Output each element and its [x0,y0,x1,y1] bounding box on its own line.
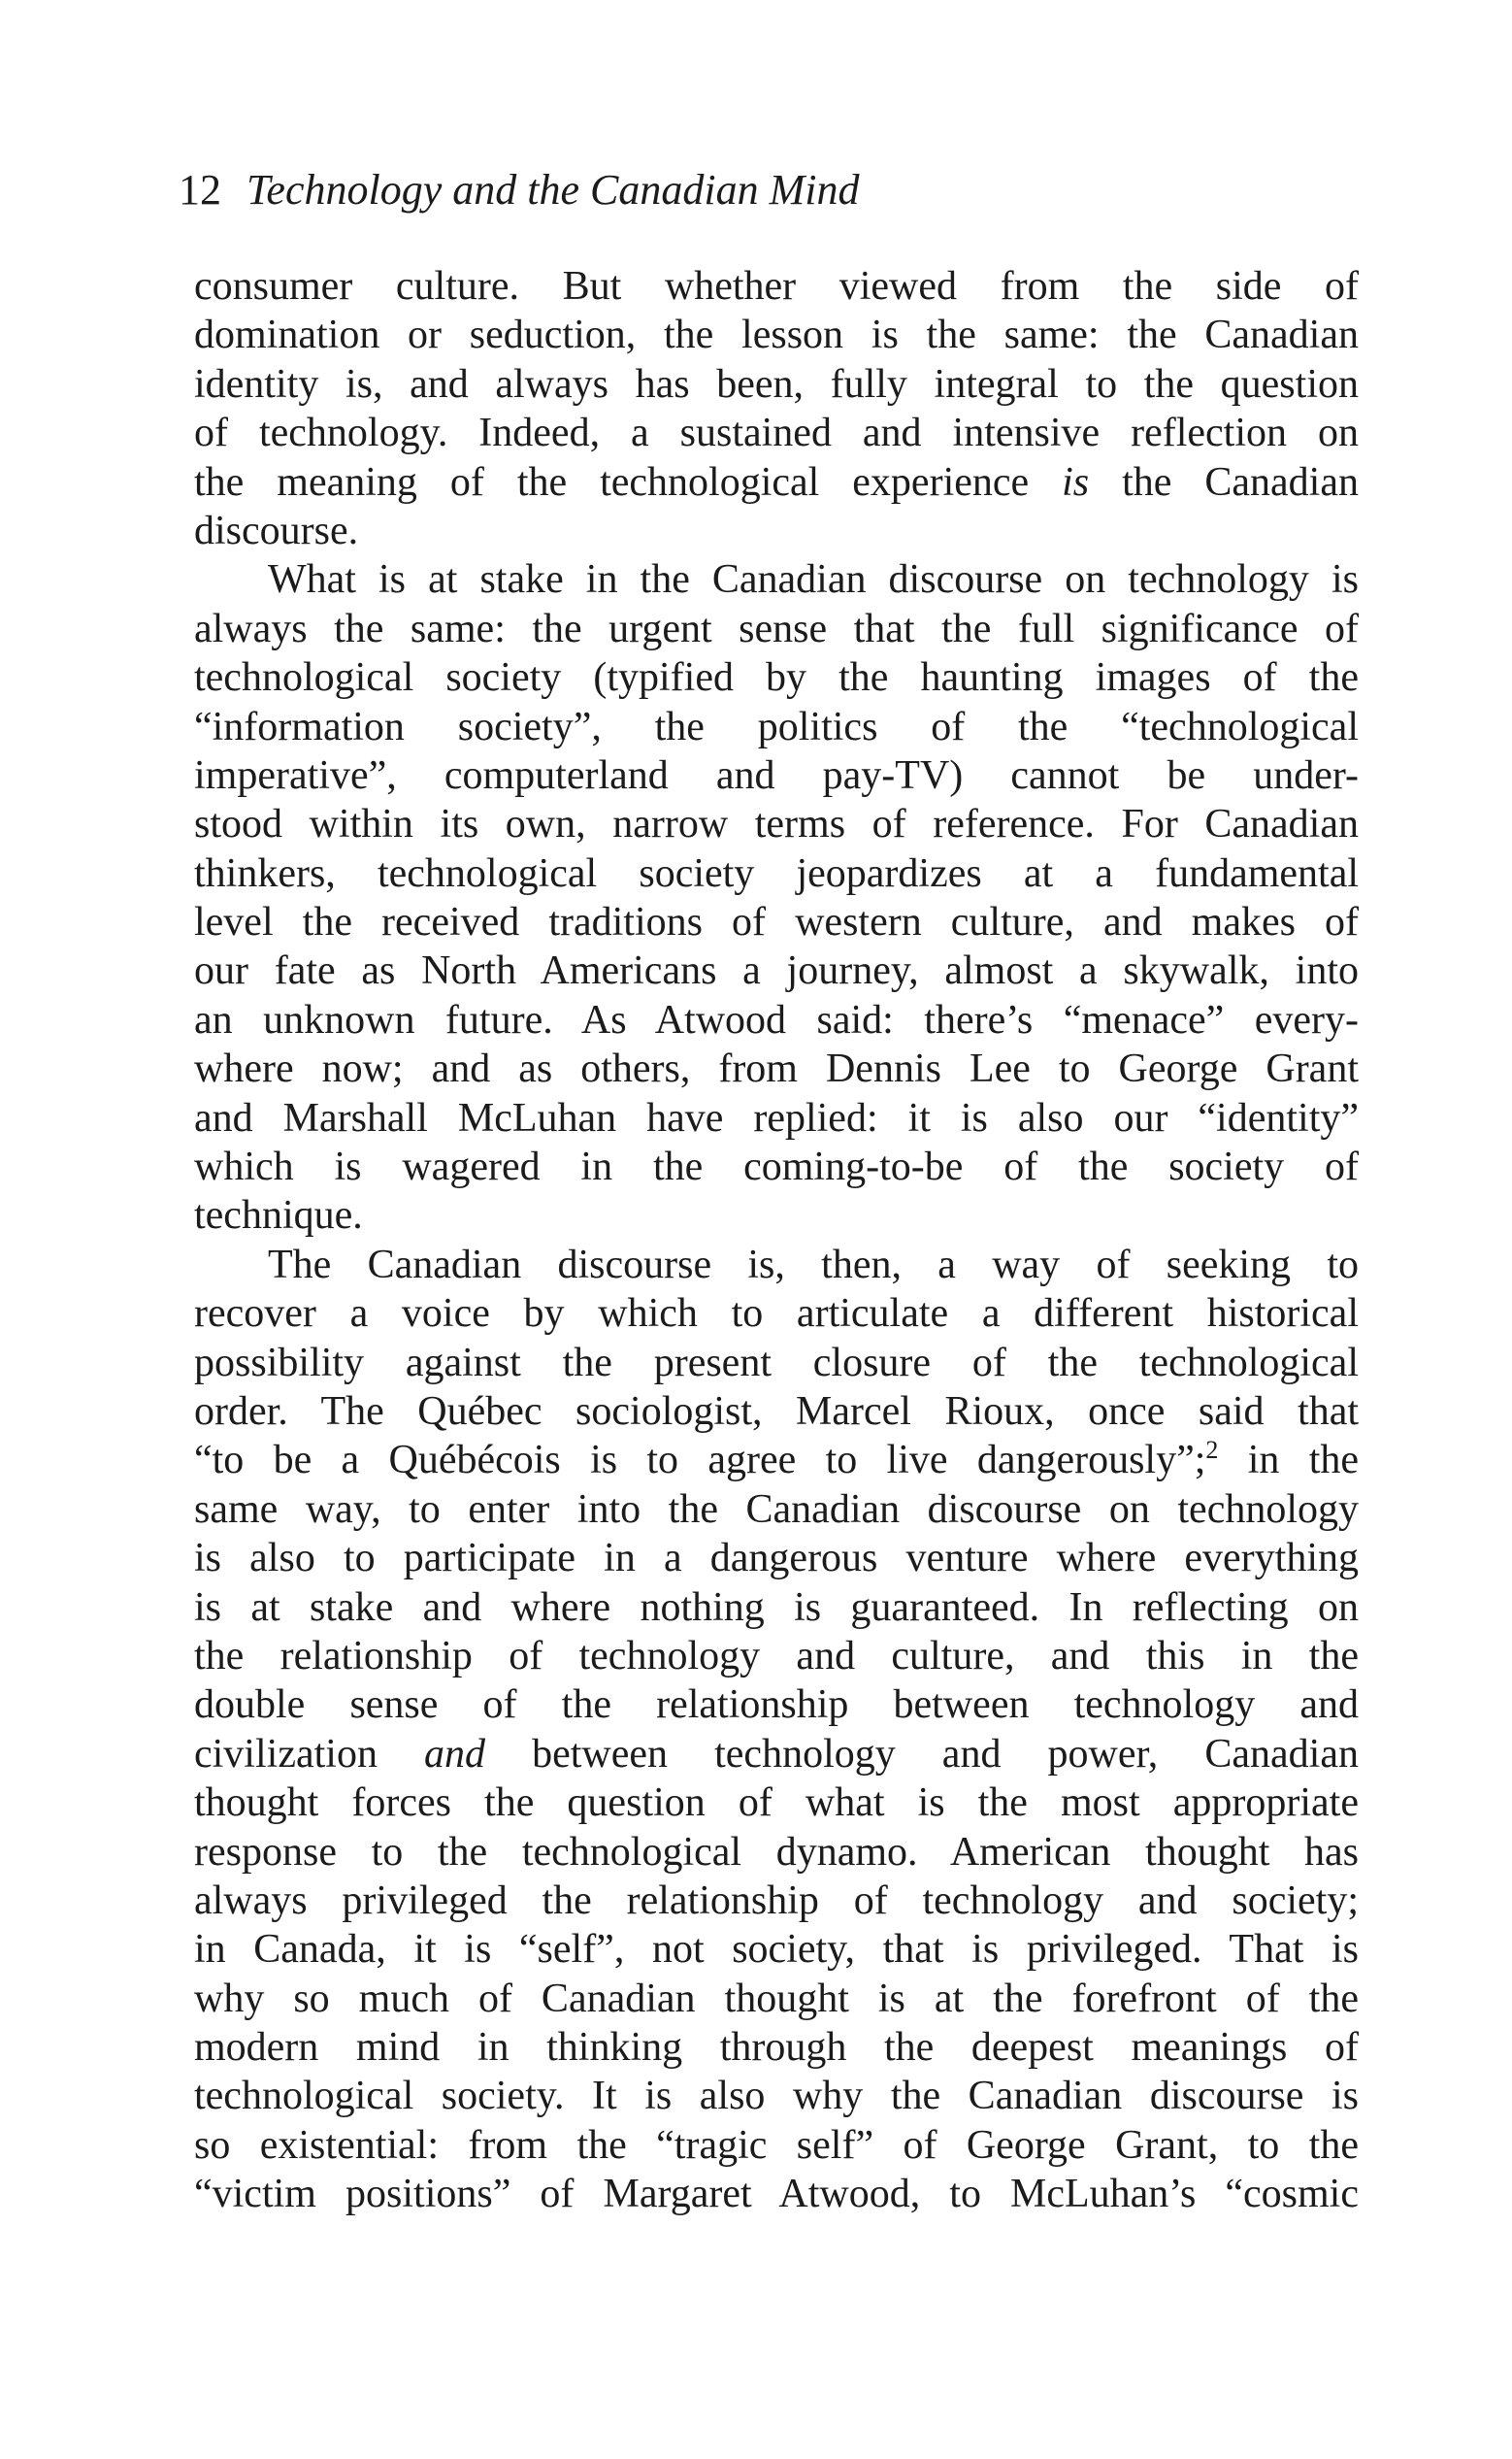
text-line: “victim positions” of Margaret Atwood, to McLuhan’s “cosmic [194,2172,1359,2217]
text-line: imperative”, computerland and pay-TV) cannot be under- [194,752,1359,798]
text-line: our fate as North Americans a journey, almost a skywalk, into [194,948,1359,994]
text-line: why so much of Canadian thought is at the forefront of the [194,1976,1359,2021]
text-line: of technology. Indeed, a sustained and intensive reflection on [194,411,1359,456]
emphasized-word: is [1062,459,1090,505]
running-head [179,163,859,217]
text-segment: civilization [194,1731,425,1777]
text-line [194,1436,1359,1484]
paragraph-1 [194,262,1359,555]
text-line [194,458,1359,507]
text-line: response to the technological dynamo. American thought has [194,1829,1359,1875]
text-line: thought forces the question of what is the most appropriate [194,1780,1359,1826]
text-line: stood within its own, narrow terms of reference. For Canadian [194,802,1359,847]
text-segment: the meaning of the technological experience [194,459,1063,505]
text-line: identity is, and always has been, fully integral to the question [194,361,1359,407]
text-line: is at stake and where nothing is guaranteed. In reflecting on [194,1584,1359,1630]
text-line: an unknown future. As Atwood said: there’s “menace” every- [194,997,1359,1043]
text-line: the relationship of technology and culture, and this in the [194,1633,1359,1678]
text-line: always the same: the urgent sense that the full significance of [194,606,1359,651]
text-line: discourse. [194,508,359,553]
text-line: where now; and as others, from Dennis Lee to George Grant [194,1047,1359,1092]
text-line: domination or seduction, the lesson is the same: the Canadian [194,313,1359,358]
text-line [194,1730,1359,1778]
text-line: in Canada, it is “self”, not society, that is privileged. That is [194,1927,1359,1973]
text-line: is also to participate in a dangerous venture where everything [194,1536,1359,1581]
text-line: level the received traditions of western culture, and makes of [194,900,1359,946]
text-segment: between technology and power, Canadian [485,1731,1359,1777]
text-line: always privileged the relationship of technology and society; [194,1877,1359,1923]
text-line: recover a voice by which to articulate a different historical [194,1291,1359,1337]
text-line: which is wagered in the coming-to-be of the society of [194,1145,1359,1190]
text-line: order. The Québec sociologist, Marcel Rioux, once said that [194,1388,1359,1434]
text-line: The Canadian discourse is, then, a way of seeking to [268,1242,1359,1287]
footnote-reference: 2 [1205,1436,1219,1465]
text-line: so existential: from the “tragic self” of George Grant, to the [194,2122,1359,2168]
text-line: technological society. It is also why the Canadian discourse is [194,2074,1359,2119]
body-text [194,262,1359,2219]
emphasized-word: and [424,1731,486,1777]
text-segment: in the [1218,1438,1360,1483]
paragraph-2 [194,555,1359,1240]
page-number: 12 [179,166,221,214]
text-line: technological society (typified by the haunting images of the [194,655,1359,701]
text-line: same way, to enter into the Canadian discourse on technology [194,1486,1359,1532]
text-line: possibility against the present closure of the technological [194,1340,1359,1385]
text-line: modern mind in thinking through the deepest meanings of [194,2025,1359,2071]
text-segment: the Canadian [1089,459,1359,505]
paragraph-3 [194,1241,1359,2219]
book-title: Technology and the Canadian Mind [247,166,860,214]
text-line: thinkers, technological society jeopardizes at a fundamental [194,850,1359,896]
text-line: What is at stake in the Canadian discourse on technology is [268,557,1359,603]
text-line: technique. [194,1193,363,1239]
text-line: and Marshall McLuhan have replied: it is also our “identity” [194,1095,1359,1141]
text-line: double sense of the relationship between technology and [194,1682,1359,1728]
text-line: “information society”, the politics of the “technological [194,704,1359,749]
text-line: consumer culture. But whether viewed from the side of [194,264,1359,309]
text-segment: “to be a Québécois is to agree to live dangerously”; [194,1438,1206,1483]
